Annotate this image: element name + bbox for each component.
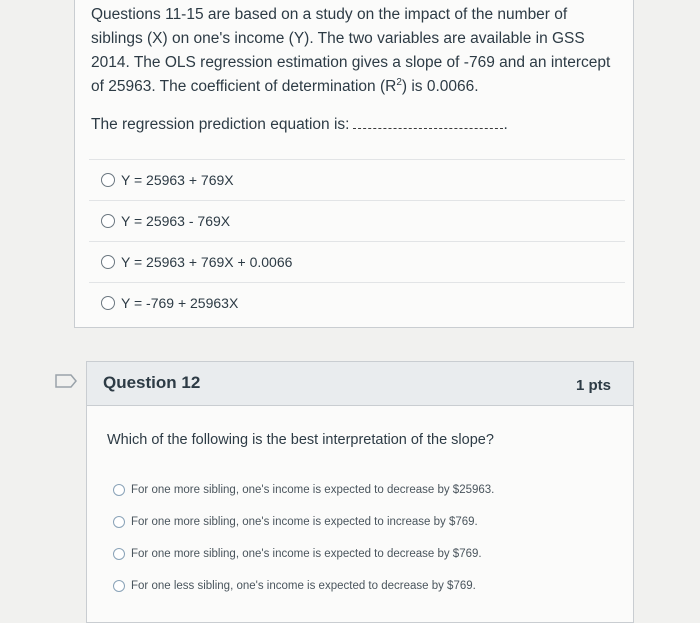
answer-label: For one more sibling, one's income is expected to decrease by $769. — [131, 548, 482, 560]
radio-button[interactable] — [113, 548, 125, 560]
flag-outline-icon[interactable] — [55, 374, 77, 388]
question-11-prompt: The regression prediction equation is: . — [91, 116, 508, 133]
question-12-card — [86, 361, 634, 623]
answer-option[interactable] — [89, 159, 625, 200]
answer-option[interactable] — [113, 474, 613, 506]
radio-button[interactable] — [101, 296, 115, 310]
question-11-prompt-text: The regression prediction equation is: — [91, 116, 350, 133]
question-12-prompt: Which of the following is the best interpretation of the slope? — [107, 432, 494, 448]
answer-option[interactable] — [89, 282, 625, 323]
radio-button[interactable] — [113, 484, 125, 496]
answer-label: Y = 25963 - 769X — [121, 213, 231, 229]
answer-label: For one more sibling, one's income is expected to decrease by $25963. — [131, 484, 495, 496]
question-11-card — [74, 0, 634, 328]
question-12-title: Question 12 — [103, 373, 201, 392]
radio-button[interactable] — [113, 580, 125, 592]
question-11-answers — [89, 159, 625, 323]
question-12-points: 1 pts — [575, 377, 611, 394]
question-12-header — [87, 362, 633, 406]
answer-label: Y = -769 + 25963X — [121, 295, 239, 311]
question-11-text-main: Questions 11-15 are based on a study on the impact of the number of siblings (X) on one's income (Y). The two variables are available in GSS 2014. The OLS regression estimation gives a slope of -769 and an intercept of 25963. The coefficient of determination (R — [91, 6, 611, 95]
answer-label: Y = 25963 + 769X + 0.0066 — [121, 254, 293, 270]
answer-option[interactable] — [113, 506, 613, 538]
question-11-text — [91, 3, 621, 99]
radio-button[interactable] — [113, 516, 125, 528]
answer-label: For one more sibling, one's income is expected to increase by $769. — [131, 516, 478, 528]
radio-button[interactable] — [101, 255, 115, 269]
radio-button[interactable] — [101, 214, 115, 228]
answer-label: Y = 25963 + 769X — [121, 172, 234, 188]
answer-option[interactable] — [113, 538, 613, 570]
question-11-text-end: ) is 0.0066. — [401, 78, 479, 95]
answer-option[interactable] — [89, 200, 625, 241]
r-squared-superscript: 2 — [396, 76, 402, 88]
answer-blank — [353, 116, 503, 129]
answer-option[interactable] — [89, 241, 625, 282]
answer-label: For one less sibling, one's income is expected to decrease by $769. — [131, 580, 476, 592]
radio-button[interactable] — [101, 173, 115, 187]
question-12-answers — [113, 474, 613, 602]
answer-option[interactable] — [113, 570, 613, 602]
